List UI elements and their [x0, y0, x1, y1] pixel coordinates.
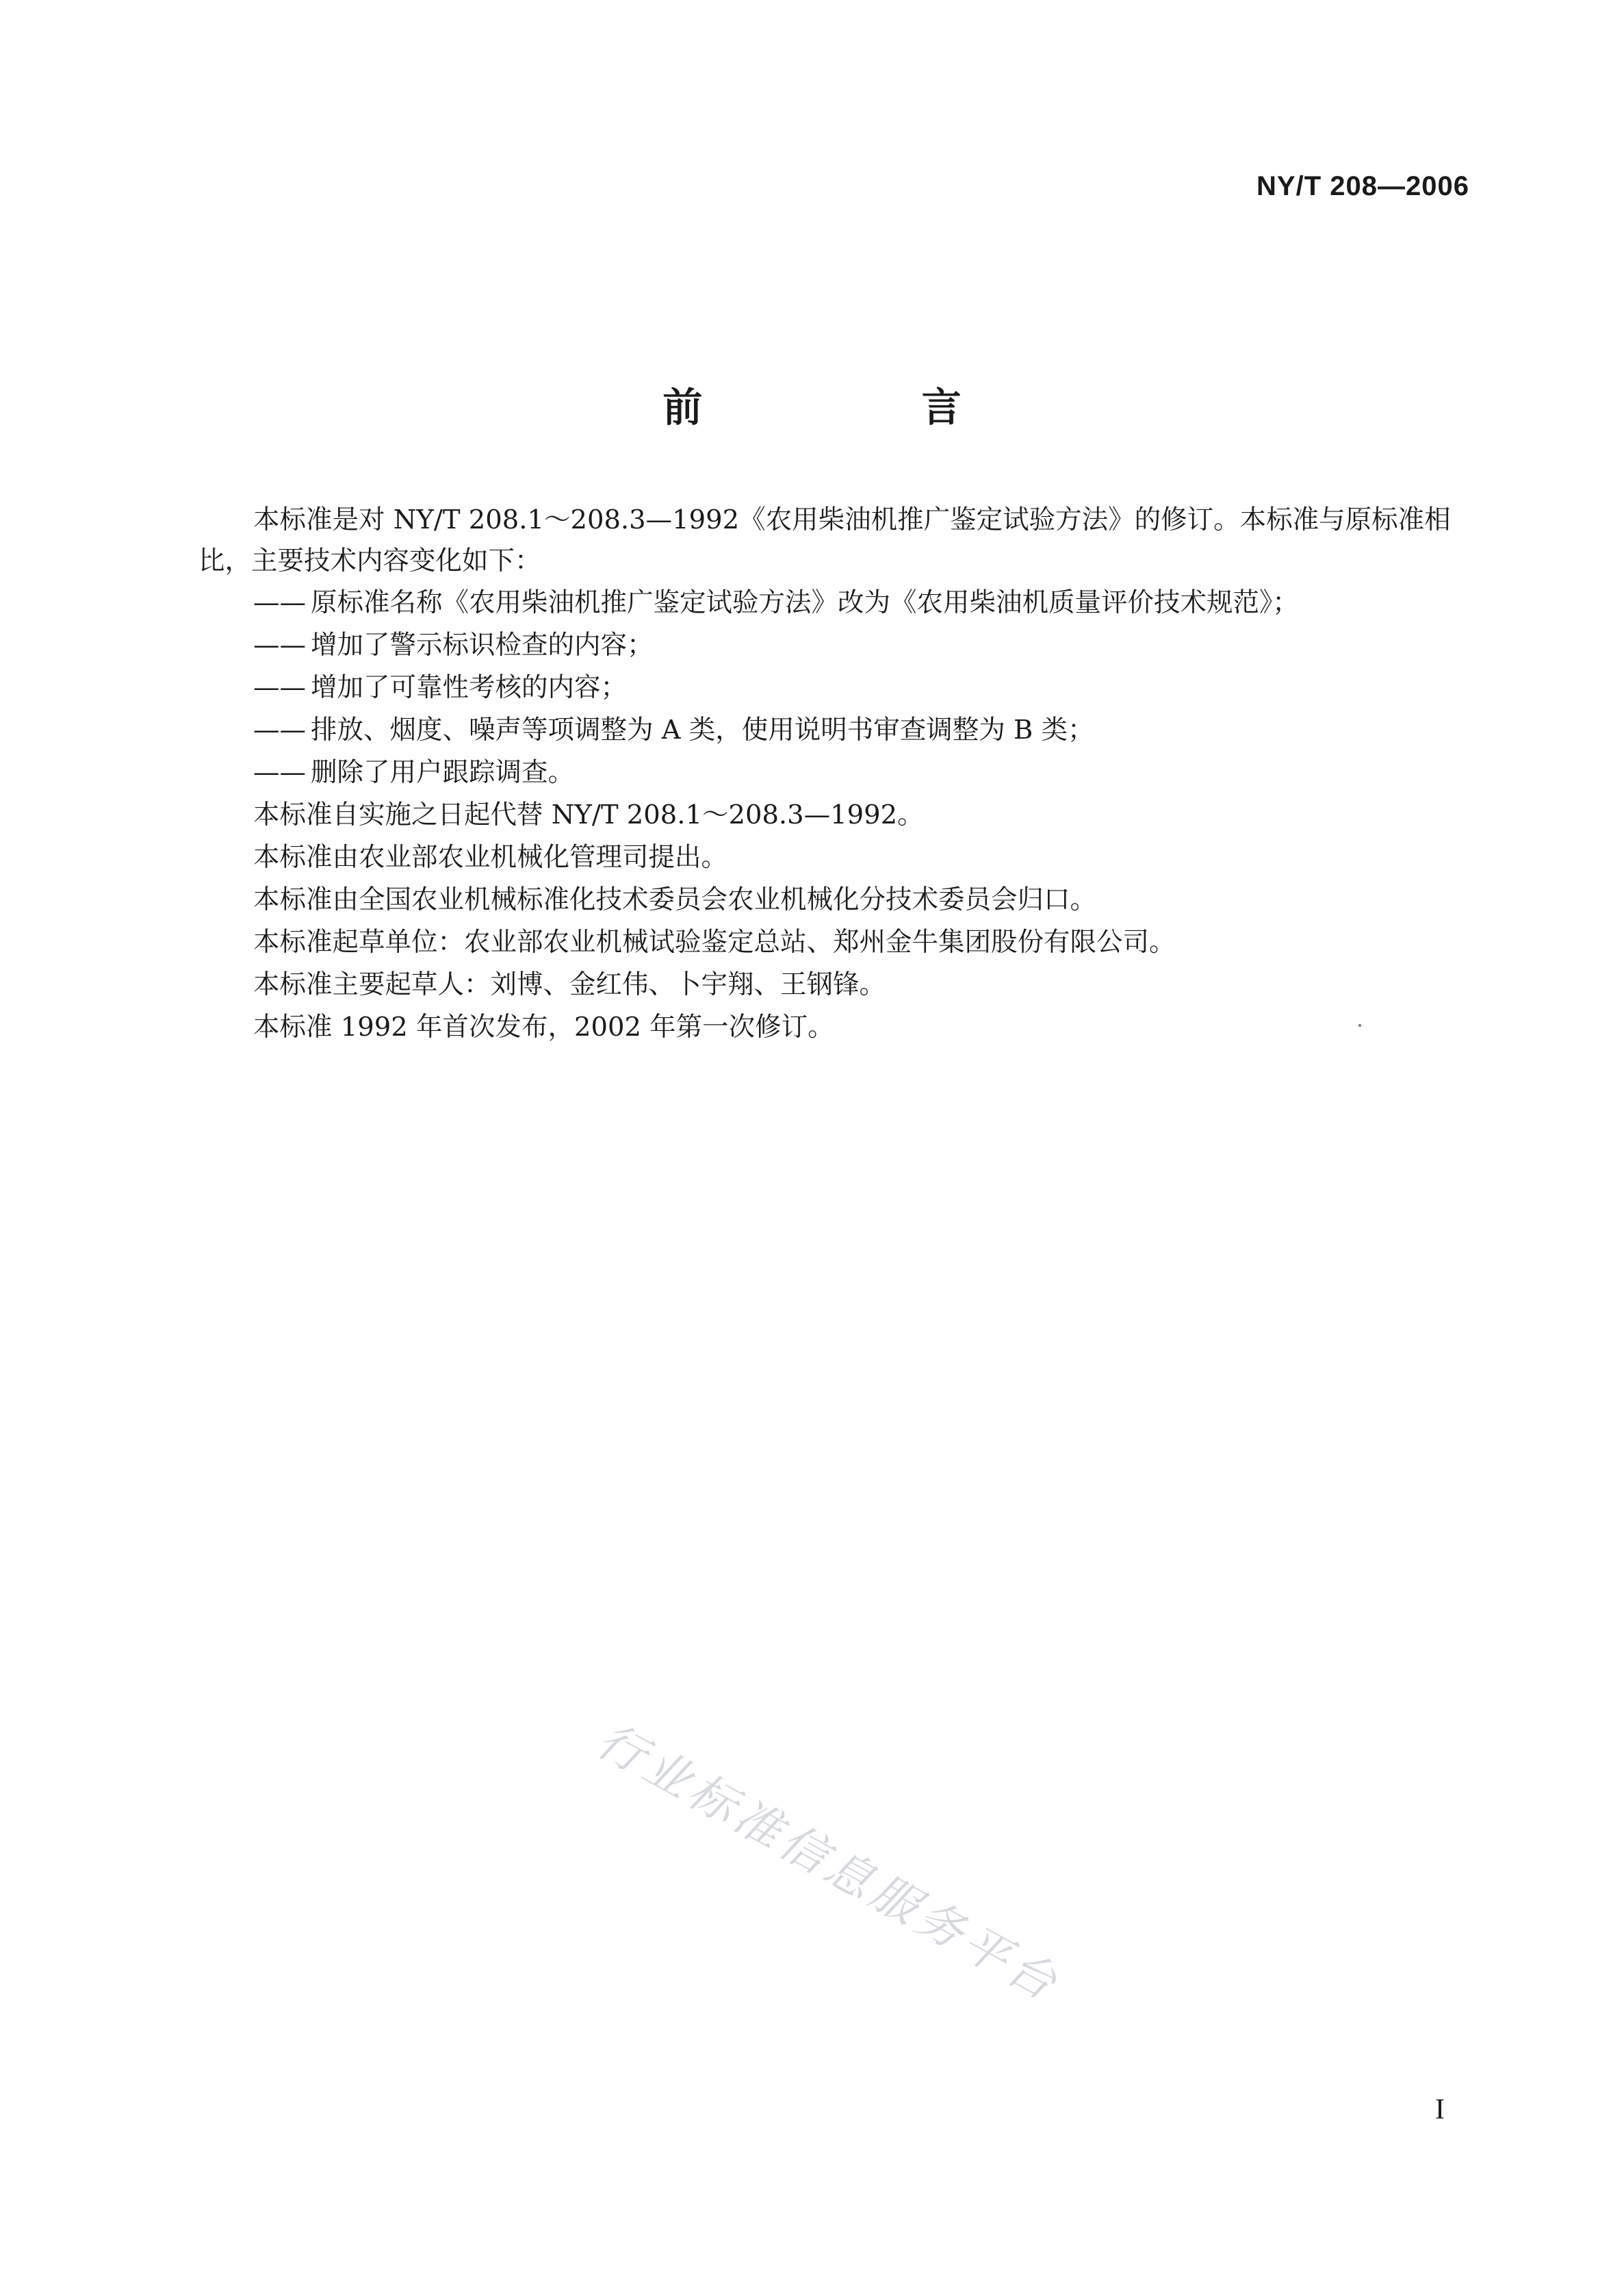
page-title: 前 言	[662, 384, 1064, 431]
scan-speck	[1358, 1024, 1361, 1027]
centralized-paragraph: 本标准由全国农业机械标准化技术委员会农业机械化分技术委员会归口。	[253, 884, 1097, 915]
watermark: 行业标准信息服务平台	[588, 1713, 1070, 2013]
drafters-paragraph: 本标准主要起草人：刘博、金红伟、卜宇翔、王钢锋。	[253, 969, 886, 1000]
page-number: I	[1435, 2094, 1445, 2125]
change-text: 增加了警示标识检查的内容；	[311, 630, 654, 661]
dash-marker: ——	[253, 672, 306, 703]
dash-marker: ——	[253, 715, 306, 745]
proposer-paragraph: 本标准由农业部农业机械化管理司提出。	[253, 842, 728, 873]
dash-marker: ——	[253, 630, 306, 661]
list-item	[198, 709, 1478, 752]
dash-marker: ——	[253, 587, 306, 618]
change-text: 删除了用户跟踪调查。	[311, 757, 575, 788]
list-item	[198, 752, 1478, 794]
foreword-body	[198, 500, 1478, 1049]
list-item	[198, 582, 1478, 624]
history-paragraph: 本标准 1992 年首次发布，2002 年第一次修订。	[253, 1012, 834, 1043]
changes-list	[198, 582, 1478, 794]
change-text: 排放、烟度、噪声等项调整为 A 类，使用说明书审查调整为 B 类；	[311, 715, 1094, 745]
replacement-paragraph: 本标准自实施之日起代替 NY/T 208.1～208.3—1992。	[253, 800, 924, 830]
change-text: 增加了可靠性考核的内容；	[311, 672, 628, 703]
document-number: NY/T 208—2006	[1256, 171, 1469, 201]
list-item	[198, 667, 1478, 709]
list-item	[198, 624, 1478, 667]
drafting-units-paragraph: 本标准起草单位：农业部农业机械试验鉴定总站、郑州金牛集团股份有限公司。	[253, 927, 1176, 958]
dash-marker: ——	[253, 757, 306, 788]
intro-paragraph: 本标准是对 NY/T 208.1～208.3—1992《农用柴油机推广鉴定试验方法》的修订。本标准与原标准相比，主要技术内容变化如下：	[198, 504, 1451, 576]
change-text: 原标准名称《农用柴油机推广鉴定试验方法》改为《农用柴油机质量评价技术规范》；	[311, 587, 1299, 618]
